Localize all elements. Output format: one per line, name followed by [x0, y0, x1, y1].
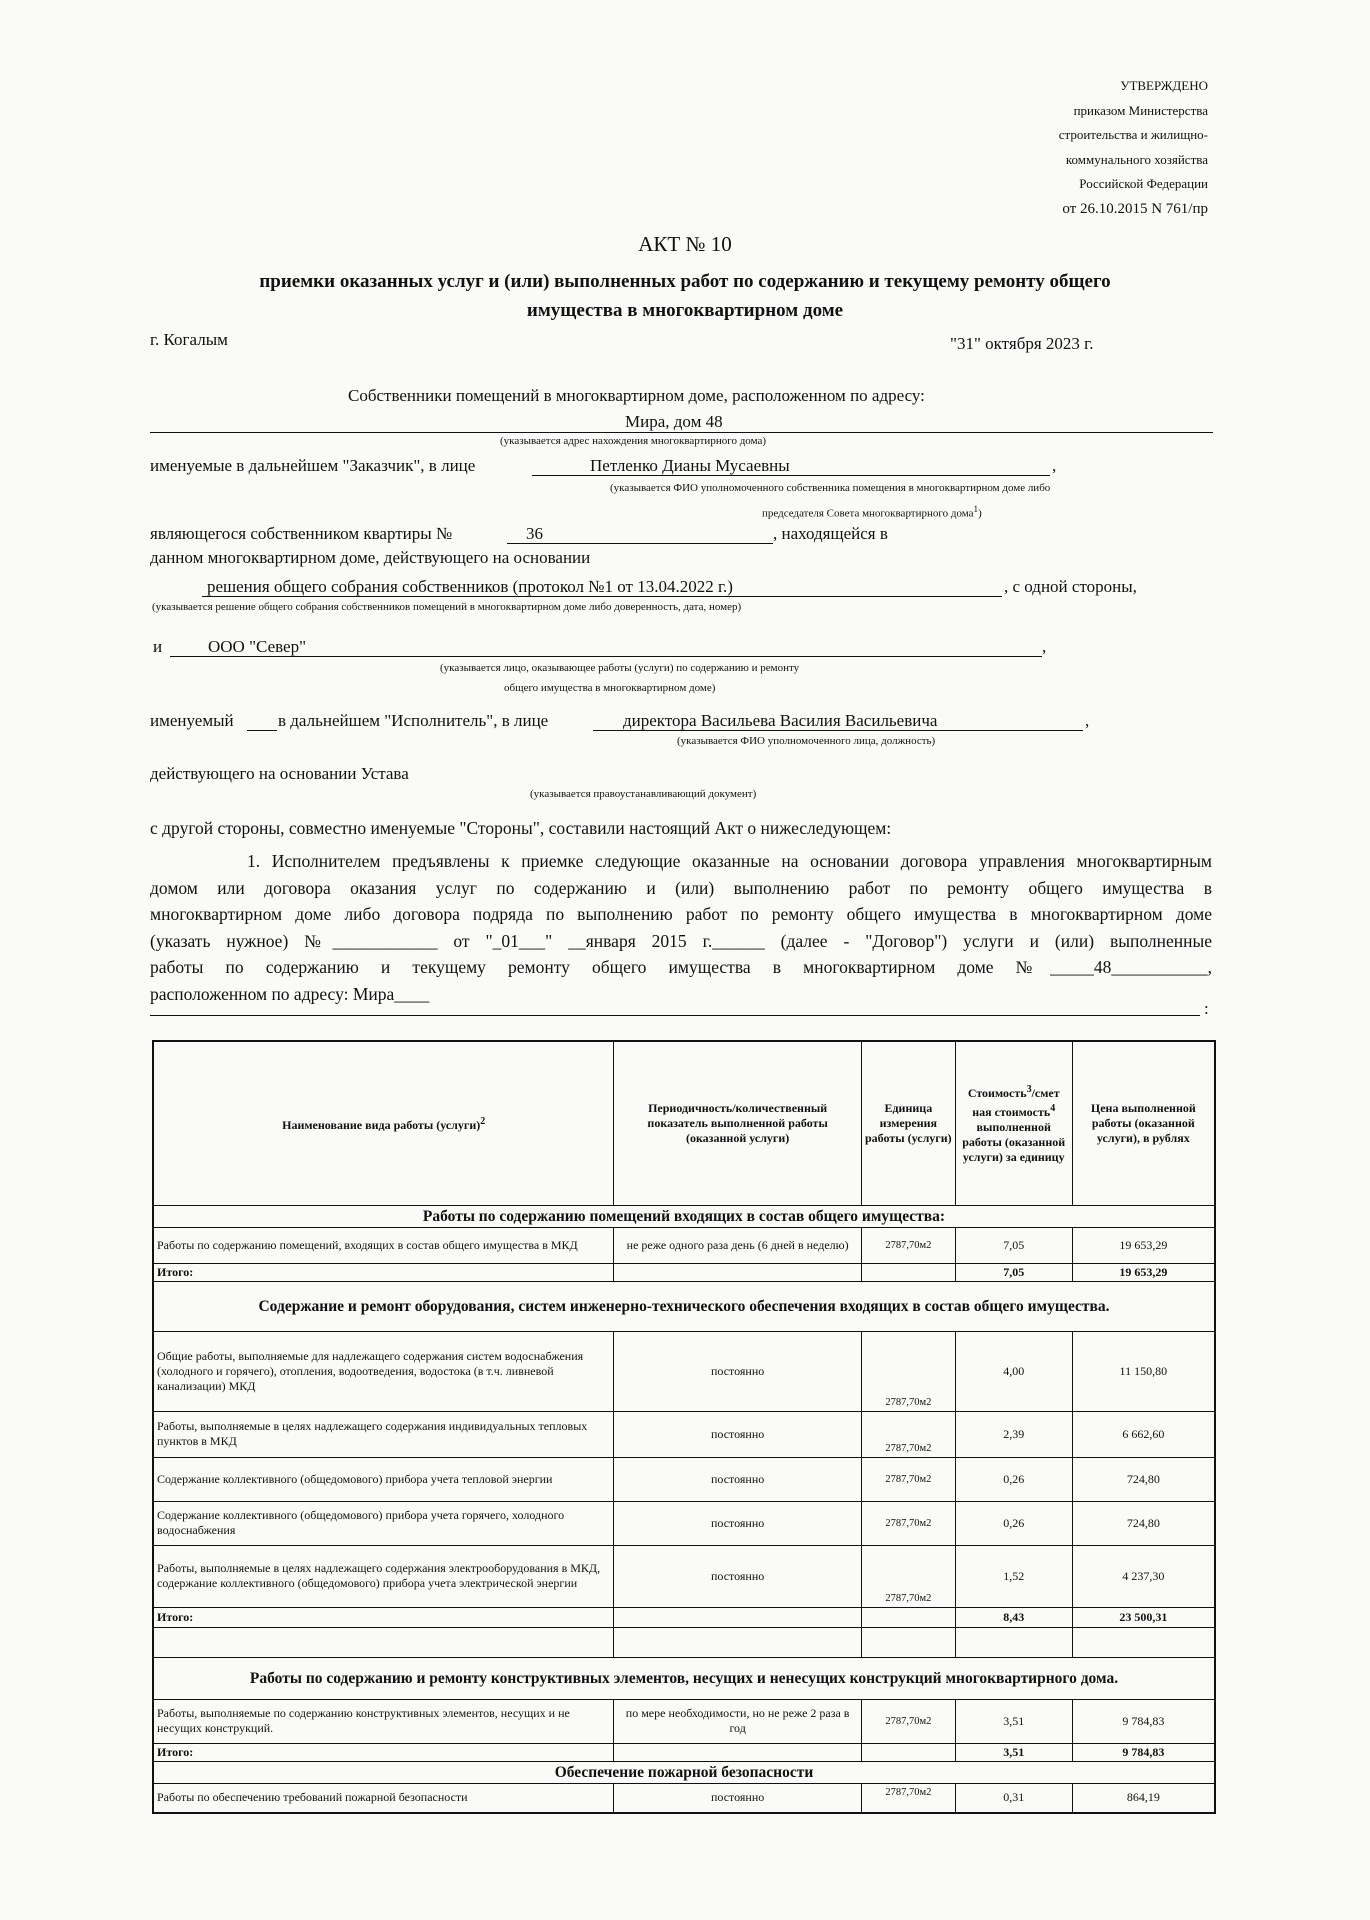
section-row	[153, 1761, 1215, 1783]
section-title: Работы по содержанию помещений входящих в состав общего имущества:	[153, 1205, 1215, 1227]
cell-cost: 1,52	[955, 1545, 1072, 1607]
approval-line: коммунального хозяйства	[1065, 151, 1208, 167]
paragraph-line: 1. Исполнителем предъявлены к приемке следующие оказанные на основании договора управления многоквартирным	[247, 851, 1212, 871]
cell-name: Работы, выполняемые в целях надлежащего содержания индивидуальных тепловых пунктов в МКД	[153, 1411, 614, 1457]
cell-unit: 2787,70м2	[861, 1699, 955, 1743]
cell-period: постоянно	[614, 1501, 862, 1545]
cell-cost: 0,31	[955, 1783, 1072, 1813]
cell-price: 9 784,83	[1072, 1699, 1215, 1743]
cell-cost: 3,51	[955, 1699, 1072, 1743]
header-name	[153, 1041, 614, 1205]
header-text: Наименование вида работы (услуги)	[282, 1117, 481, 1132]
address: Мира, дом 48	[625, 412, 723, 431]
section-row	[153, 1657, 1215, 1699]
total-label: Итого:	[153, 1607, 614, 1627]
table-row	[153, 1411, 1215, 1457]
paragraph-line: (указать нужное) №____________ от "_01___" __января 2015 г.______ (далее - "Договор") услуги и (или) выполненные	[150, 930, 1212, 951]
customer-note-text: председателя Совета многоквартирного дома	[762, 507, 974, 520]
customer-name: Петленко Дианы Мусаевны	[590, 456, 790, 475]
act-subtitle-line1: приемки оказанных услуг и (или) выполненных работ по содержанию и текущему ремонту общего	[259, 271, 1111, 292]
cell-period: постоянно	[614, 1783, 862, 1813]
section-title: Обеспечение пожарной безопасности	[153, 1761, 1215, 1783]
total-cost: 8,43	[955, 1607, 1072, 1627]
cell-name: Работы, выполняемые в целях надлежащего содержания электрооборудования в МКД, содержание коллективного (общедомового) прибора учета электрической энергии	[153, 1545, 614, 1607]
cell-name: Содержание коллективного (общедомового) прибора учета горячего, холодного водоснабжения	[153, 1501, 614, 1545]
header-cost	[955, 1041, 1072, 1205]
footnote-mark: 1	[973, 504, 979, 514]
footnote-mark: 4	[1050, 1102, 1056, 1114]
cell-cost: 4,00	[955, 1331, 1072, 1411]
cell-period: по мере необходимости, но не реже 2 раза в год	[614, 1699, 862, 1743]
paragraph-line: многоквартирном доме либо договора подряда по выполнению работ по ремонту общего имущества в многоквартирном доме	[150, 904, 1212, 924]
cell-name: Работы по содержанию помещений, входящих в состав общего имущества в МКД	[153, 1227, 614, 1263]
flat-number: 36	[526, 524, 543, 543]
act-title: АКТ № 10	[638, 232, 732, 256]
cell-price: 864,19	[1072, 1783, 1215, 1813]
act-subtitle-line2: имущества в многоквартирном доме	[526, 300, 844, 321]
paragraph-1	[150, 848, 1212, 1007]
cell-period: постоянно	[614, 1457, 862, 1501]
flat-suffix: , находящейся в	[773, 524, 888, 543]
cell-cost: 7,05	[955, 1227, 1072, 1263]
executor-name: директора Васильева Василия Васильевича	[623, 711, 938, 730]
table-row	[153, 1783, 1215, 1813]
act-date: "31" октября 2023 г.	[950, 334, 1094, 353]
approval-title: УТВЕРЖДЕНО	[1120, 78, 1208, 93]
table-row	[153, 1227, 1215, 1263]
acting-basis: действующего на основании Устава	[150, 764, 409, 783]
owners-line: Собственники помещений в многоквартирном доме, расположенном по адресу:	[348, 386, 925, 405]
approval-line: строительства и жилищно-	[1058, 127, 1208, 142]
cell-name: Содержание коллективного (общедомового) прибора учета тепловой энергии	[153, 1457, 614, 1501]
total-price: 23 500,31	[1072, 1607, 1215, 1627]
cell-price: 724,80	[1072, 1457, 1215, 1501]
flat-underline	[507, 543, 773, 544]
total-row	[153, 1607, 1215, 1627]
works-table	[152, 1040, 1216, 1814]
paragraph-line: расположенном по адресу: Мира____	[150, 983, 430, 1004]
cell-unit: 2787,70м2	[861, 1545, 955, 1607]
spacer-row	[153, 1627, 1215, 1657]
total-price: 19 653,29	[1072, 1263, 1215, 1281]
contractor-note: (указывается лицо, оказывающее работы (услуги) по содержанию и ремонту	[440, 662, 800, 674]
paragraph-line: домом или договора оказания услуг по содержанию и (или) выполнению работ по ремонту общего имущества в	[150, 877, 1212, 898]
footnote-mark: 2	[480, 1115, 486, 1127]
approval-line: приказом Министерства	[1073, 102, 1208, 118]
cell-price: 19 653,29	[1072, 1227, 1215, 1263]
cell-unit: 2787,70м2	[861, 1411, 955, 1457]
total-price: 9 784,83	[1072, 1743, 1215, 1761]
total-row	[153, 1263, 1215, 1281]
header-price: Цена выполненной работы (оказанной услуги), в рублях	[1072, 1041, 1215, 1205]
executor-mid: в дальнейшем "Исполнитель", в лице	[278, 711, 549, 730]
contractor-note: общего имущества в многоквартирном доме)	[504, 682, 716, 694]
section-title: Работы по содержанию и ремонту конструктивных элементов, несущих и ненесущих конструкций многоквартирного дома.	[153, 1657, 1215, 1699]
approval-stamp	[1059, 74, 1208, 221]
executor-note: (указывается ФИО уполномоченного лица, должность)	[677, 735, 936, 747]
comma: ,	[1042, 637, 1047, 656]
total-label: Итого:	[153, 1263, 614, 1281]
table-row	[153, 1331, 1215, 1411]
section-row	[153, 1205, 1215, 1227]
cell-unit: 2787,70м2	[861, 1501, 955, 1545]
section-row	[153, 1281, 1215, 1331]
header-text: Стоимость	[967, 1085, 1027, 1100]
approval-order: от 26.10.2015 N 761/пр	[1062, 200, 1208, 217]
cell-name: Работы по обеспечению требований пожарной безопасности	[153, 1783, 614, 1813]
and: и	[153, 637, 163, 656]
table-row	[153, 1501, 1215, 1545]
cell-cost: 0,26	[955, 1457, 1072, 1501]
customer-prefix: именуемые в дальнейшем "Заказчик", в лице	[150, 456, 476, 475]
comma: ,	[1052, 456, 1057, 475]
house-line: данном многоквартирном доме, действующего на основании	[150, 548, 591, 567]
cell-name: Общие работы, выполняемые для надлежащего содержания систем водоснабжения (холодного и горячего), отопления, водоотведения, водостока (в т.ч. ливневой канализации) МКД	[153, 1331, 614, 1411]
cell-period: не реже одного раза день (6 дней в неделю)	[614, 1227, 862, 1263]
cell-unit: 2787,70м2	[861, 1457, 955, 1501]
cell-price: 4 237,30	[1072, 1545, 1215, 1607]
acting-note: (указывается правоустанавливающий документ)	[530, 788, 757, 800]
city: г. Когалым	[150, 330, 228, 349]
table-header	[153, 1041, 1215, 1205]
comma: ,	[1085, 711, 1090, 730]
contractor-name: ООО "Север"	[208, 637, 307, 656]
address-note: (указывается адрес нахождения многоквартирного дома)	[500, 435, 767, 447]
cell-cost: 0,26	[955, 1501, 1072, 1545]
basis-suffix: , с одной стороны,	[1004, 577, 1137, 596]
table-row	[153, 1457, 1215, 1501]
total-cost: 3,51	[955, 1743, 1072, 1761]
table-row	[153, 1699, 1215, 1743]
cell-unit: 2787,70м2	[861, 1783, 955, 1813]
header-unit: Единица измерения работы (услуги)	[861, 1041, 955, 1205]
total-label: Итого:	[153, 1743, 614, 1761]
executor-prefix: именуемый	[150, 711, 234, 730]
executor-underline	[247, 730, 277, 731]
address-fill-line	[150, 1015, 1200, 1016]
cell-period: постоянно	[614, 1411, 862, 1457]
cell-unit: 2787,70м2	[861, 1227, 955, 1263]
cell-price: 6 662,60	[1072, 1411, 1215, 1457]
customer-note: (указывается ФИО уполномоченного собственника помещения в многоквартирном доме либо	[610, 482, 1051, 494]
colon: :	[1204, 999, 1209, 1018]
customer-note: председателя Совета многоквартирного дома$^1$)	[762, 504, 982, 520]
basis: решения общего собрания собственников (протокол №1 от 13.04.2022 г.)	[207, 577, 733, 596]
address-underline	[150, 432, 1213, 433]
cell-unit: 2787,70м2	[861, 1331, 955, 1411]
total-row	[153, 1743, 1215, 1761]
basis-note: (указывается решение общего собрания собственников помещений в многоквартирном доме либо доверенность, дата, номер)	[152, 601, 742, 613]
cell-period: постоянно	[614, 1545, 862, 1607]
cell-period: постоянно	[614, 1331, 862, 1411]
cell-name: Работы, выполняемые по содержанию конструктивных элементов, несущих и не несущих конструкций.	[153, 1699, 614, 1743]
cell-price: 724,80	[1072, 1501, 1215, 1545]
footnote-mark: 3	[1026, 1083, 1032, 1095]
cell-cost: 2,39	[955, 1411, 1072, 1457]
approval-line: Российской Федерации	[1079, 176, 1208, 191]
header-text: /смет ная стоимость	[972, 1085, 1060, 1119]
act-subtitle	[0, 267, 1370, 325]
cell-price: 11 150,80	[1072, 1331, 1215, 1411]
other-side: с другой стороны, совместно именуемые "Стороны", составили настоящий Акт о нижеследующем:	[150, 818, 892, 838]
flat-prefix: являющегося собственником квартиры №	[150, 524, 453, 543]
header-period: Периодичность/количественный показатель выполненной работы (оказанной услуги)	[614, 1041, 862, 1205]
section-title: Содержание и ремонт оборудования, систем инженерно-технического обеспечения входящих в состав общего имущества.	[153, 1281, 1215, 1331]
header-text: выполненной работы (оказанной услуги) за единицу	[962, 1119, 1066, 1164]
total-cost: 7,05	[955, 1263, 1072, 1281]
table-row	[153, 1545, 1215, 1607]
paragraph-line: работы по содержанию и текущему ремонту общего имущества в многоквартирном доме №_____48___________,	[150, 957, 1212, 977]
